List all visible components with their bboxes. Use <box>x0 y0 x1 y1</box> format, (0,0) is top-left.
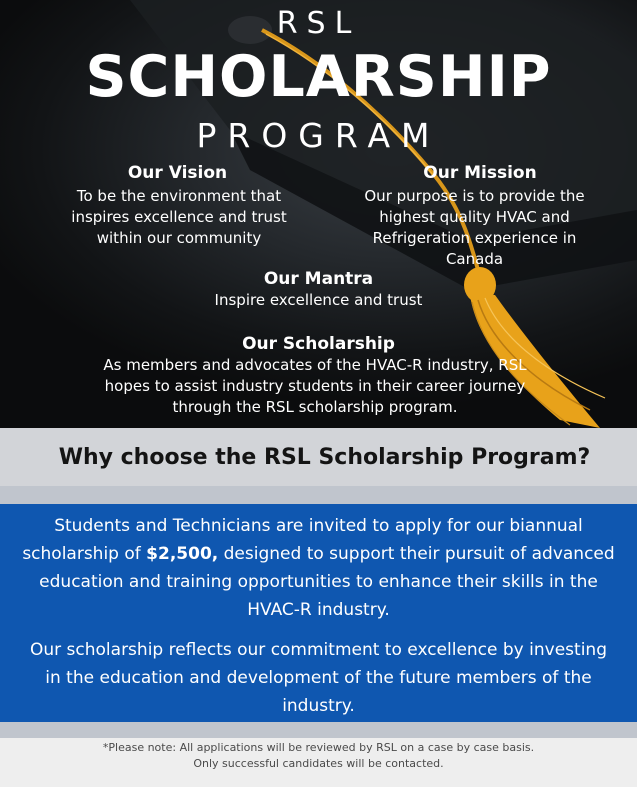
details-p1-after: designed to support their pursuit of advanced education and training opportunities to enhance their skills in the HVAC-R industry. <box>39 544 615 620</box>
details-p1-before: Students and Technicians are invited to apply for our biannual scholarship of <box>22 516 583 564</box>
mantra-body: Inspire excellence and trust <box>214 291 423 309</box>
headline-program: PROGRAM <box>196 116 441 155</box>
brand-rsl: RSL <box>276 6 361 41</box>
scholarship-amount: $2,500, <box>146 544 219 564</box>
details-paragraph-2: Our scholarship reflects our commitment to excellence by investing in the education and development of the future members of the industry. <box>30 640 607 716</box>
divider-strip <box>0 722 637 738</box>
mission-heading: Our Mission <box>423 163 537 183</box>
why-band <box>0 428 637 486</box>
scholarship-heading: Our Scholarship <box>242 334 395 354</box>
vision-body: To be the environment that inspires excellence and trust within our community <box>71 187 287 247</box>
note-line-1: *Please note: All applications will be reviewed by RSL on a case by case basis. <box>102 741 535 754</box>
scholarship-body: As members and advocates of the HVAC-R industry, RSL hopes to assist industry students in their career journey through the RSL scholarship program. <box>103 356 527 416</box>
why-heading: Why choose the RSL Scholarship Program? <box>58 444 591 470</box>
mantra-heading: Our Mantra <box>263 269 374 289</box>
disclaimer-note <box>0 738 637 787</box>
details-paragraph-1 <box>12 512 625 624</box>
note-line-2: Only successful candidates will be contacted. <box>193 757 444 770</box>
details-panel <box>0 504 637 722</box>
mission-body: Our purpose is to provide the highest quality HVAC and Refrigeration experience in Canada <box>364 187 585 268</box>
vision-heading: Our Vision <box>127 163 228 183</box>
divider-strip <box>0 486 637 504</box>
headline-scholarship: SCHOLARSHIP <box>85 44 552 110</box>
